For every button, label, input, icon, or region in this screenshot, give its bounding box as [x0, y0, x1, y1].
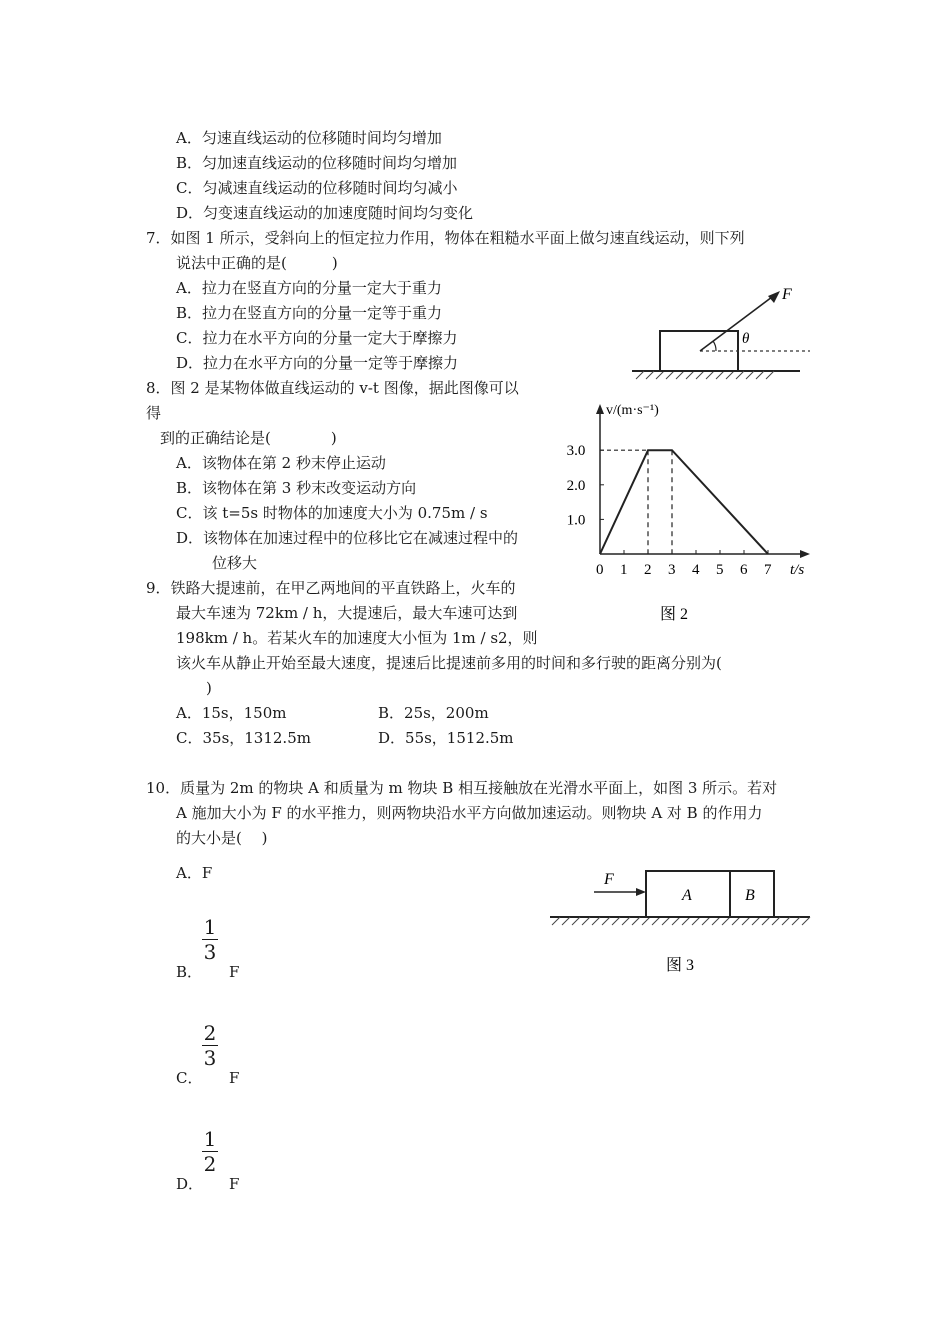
q8-stem-line2: 得 — [146, 404, 162, 422]
q10-stem-line1: 10．质量为 2m 的物块 A 和质量为 m 物块 B 相互接触放在光滑水平面上，如图 3 所示。若对 — [146, 779, 778, 797]
figure-2-vt-chart — [560, 392, 820, 632]
figure-3-block-b-label: B — [745, 887, 755, 904]
chart-x-label: t/s — [790, 562, 805, 578]
figure-3-force-label: F — [604, 871, 614, 888]
q10-option-a: A．F — [176, 864, 213, 882]
x-tick-label: 4 — [692, 562, 700, 578]
q8-stem-line3: 到的正确结论是( ) — [160, 429, 337, 447]
q10-option-b-fraction — [201, 916, 219, 963]
x-tick-label: 5 — [716, 562, 724, 578]
chart-title: 图 2 — [660, 606, 689, 623]
q9-stem-line4: 该火车从静止开始至最大速度，提速后比提速前多用的时间和多行驶的距离分别为( — [176, 654, 722, 672]
chart-series-line — [600, 450, 768, 554]
q7-option-d: D．拉力在水平方向的分量一定等于摩擦力 — [176, 354, 459, 372]
q6-option-c: C．匀减速直线运动的位移随时间均匀减小 — [176, 179, 458, 197]
q9-option-c: C．35s，1312.5m — [176, 729, 311, 747]
fraction-denominator: 3 — [203, 940, 217, 964]
figure-1-force-label: F — [782, 286, 792, 303]
q6-option-b: B．匀加速直线运动的位移随时间均匀增加 — [176, 154, 458, 172]
q9-stem-line3: 198km / h。若某火车的加速度大小恒为 1m / s2，则 — [176, 629, 538, 647]
q9-option-a: A．15s，150m — [176, 704, 287, 722]
fraction-numerator: 1 — [203, 915, 217, 939]
q8-option-b: B．该物体在第 3 秒末改变运动方向 — [176, 479, 417, 497]
q8-option-d-line2: 位移大 — [212, 554, 258, 572]
q9-option-b: B．25s，200m — [378, 704, 489, 722]
q10-option-d-fraction — [201, 1128, 219, 1175]
figure-3-caption: 图 3 — [666, 957, 695, 974]
q8-option-d-line1: D．该物体在加速过程中的位移比它在减速过程中的 — [176, 529, 519, 547]
q6-option-a: A．匀速直线运动的位移随时间均匀增加 — [176, 129, 442, 147]
figure-3-block-a-label: A — [682, 887, 692, 904]
q10-option-c-fraction — [201, 1022, 219, 1069]
q8-option-c: C．该 t=5s 时物体的加速度大小为 0.75m / s — [176, 504, 488, 522]
x-tick-label: 3 — [668, 562, 676, 578]
q10-option-b-label: B． — [176, 963, 203, 981]
q7-option-c: C．拉力在水平方向的分量一定大于摩擦力 — [176, 329, 458, 347]
fraction-denominator: 2 — [203, 1152, 217, 1176]
q10-option-d-unit: F — [229, 1175, 240, 1193]
x-tick-label: 7 — [764, 562, 772, 578]
fraction-numerator: 1 — [203, 1127, 217, 1151]
q8-stem-line1: 8．图 2 是某物体做直线运动的 v-t 图像，据此图像可以 — [146, 379, 519, 397]
x-tick-label: 2 — [644, 562, 652, 578]
q10-option-c-unit: F — [229, 1069, 240, 1087]
figure-1-angle-label: θ — [742, 331, 750, 347]
y-tick-label: 1.0 — [566, 512, 586, 529]
q7-option-b: B．拉力在竖直方向的分量一定等于重力 — [176, 304, 443, 322]
q7-option-a: A．拉力在竖直方向的分量一定大于重力 — [176, 279, 442, 297]
fraction-denominator: 3 — [203, 1046, 217, 1070]
x-tick-label: 1 — [620, 562, 628, 578]
figure-3-blocks — [540, 860, 820, 980]
q6-option-d: D．匀变速直线运动的加速度随时间均匀变化 — [176, 204, 474, 222]
q10-option-d-label: D． — [176, 1175, 204, 1193]
q10-stem-line2: A 施加大小为 F 的水平推力，则两物块沿水平方向做加速运动。则物块 A 对 B 的作用力 — [176, 804, 763, 822]
q9-stem-line1: 9．铁路大提速前，在甲乙两地间的平直铁路上，火车的 — [146, 579, 516, 597]
q10-option-b-unit: F — [229, 963, 240, 981]
x-tick-label: 0 — [596, 562, 604, 578]
y-tick-label: 3.0 — [566, 443, 586, 460]
q9-stem-line2: 最大车速为 72km / h，大提速后，最大车速可达到 — [176, 604, 518, 622]
q8-option-a: A．该物体在第 2 秒末停止运动 — [176, 454, 386, 472]
x-tick-label: 6 — [740, 562, 748, 578]
q10-stem-line3: 的大小是( ) — [176, 829, 268, 847]
q7-stem-line1: 7．如图 1 所示，受斜向上的恒定拉力作用，物体在粗糙水平面上做匀速直线运动，则下列 — [146, 229, 745, 247]
q9-stem-line5: ) — [206, 679, 212, 697]
y-tick-label: 2.0 — [566, 477, 586, 494]
chart-y-label: v/(m·s⁻¹) — [606, 403, 659, 418]
q9-option-d: D．55s，1512.5m — [378, 729, 514, 747]
q10-option-c-label: C． — [176, 1069, 203, 1087]
fraction-numerator: 2 — [203, 1021, 217, 1045]
q7-stem-line2: 说法中正确的是( ) — [176, 254, 338, 272]
figure-1-block-on-surface — [620, 275, 820, 390]
